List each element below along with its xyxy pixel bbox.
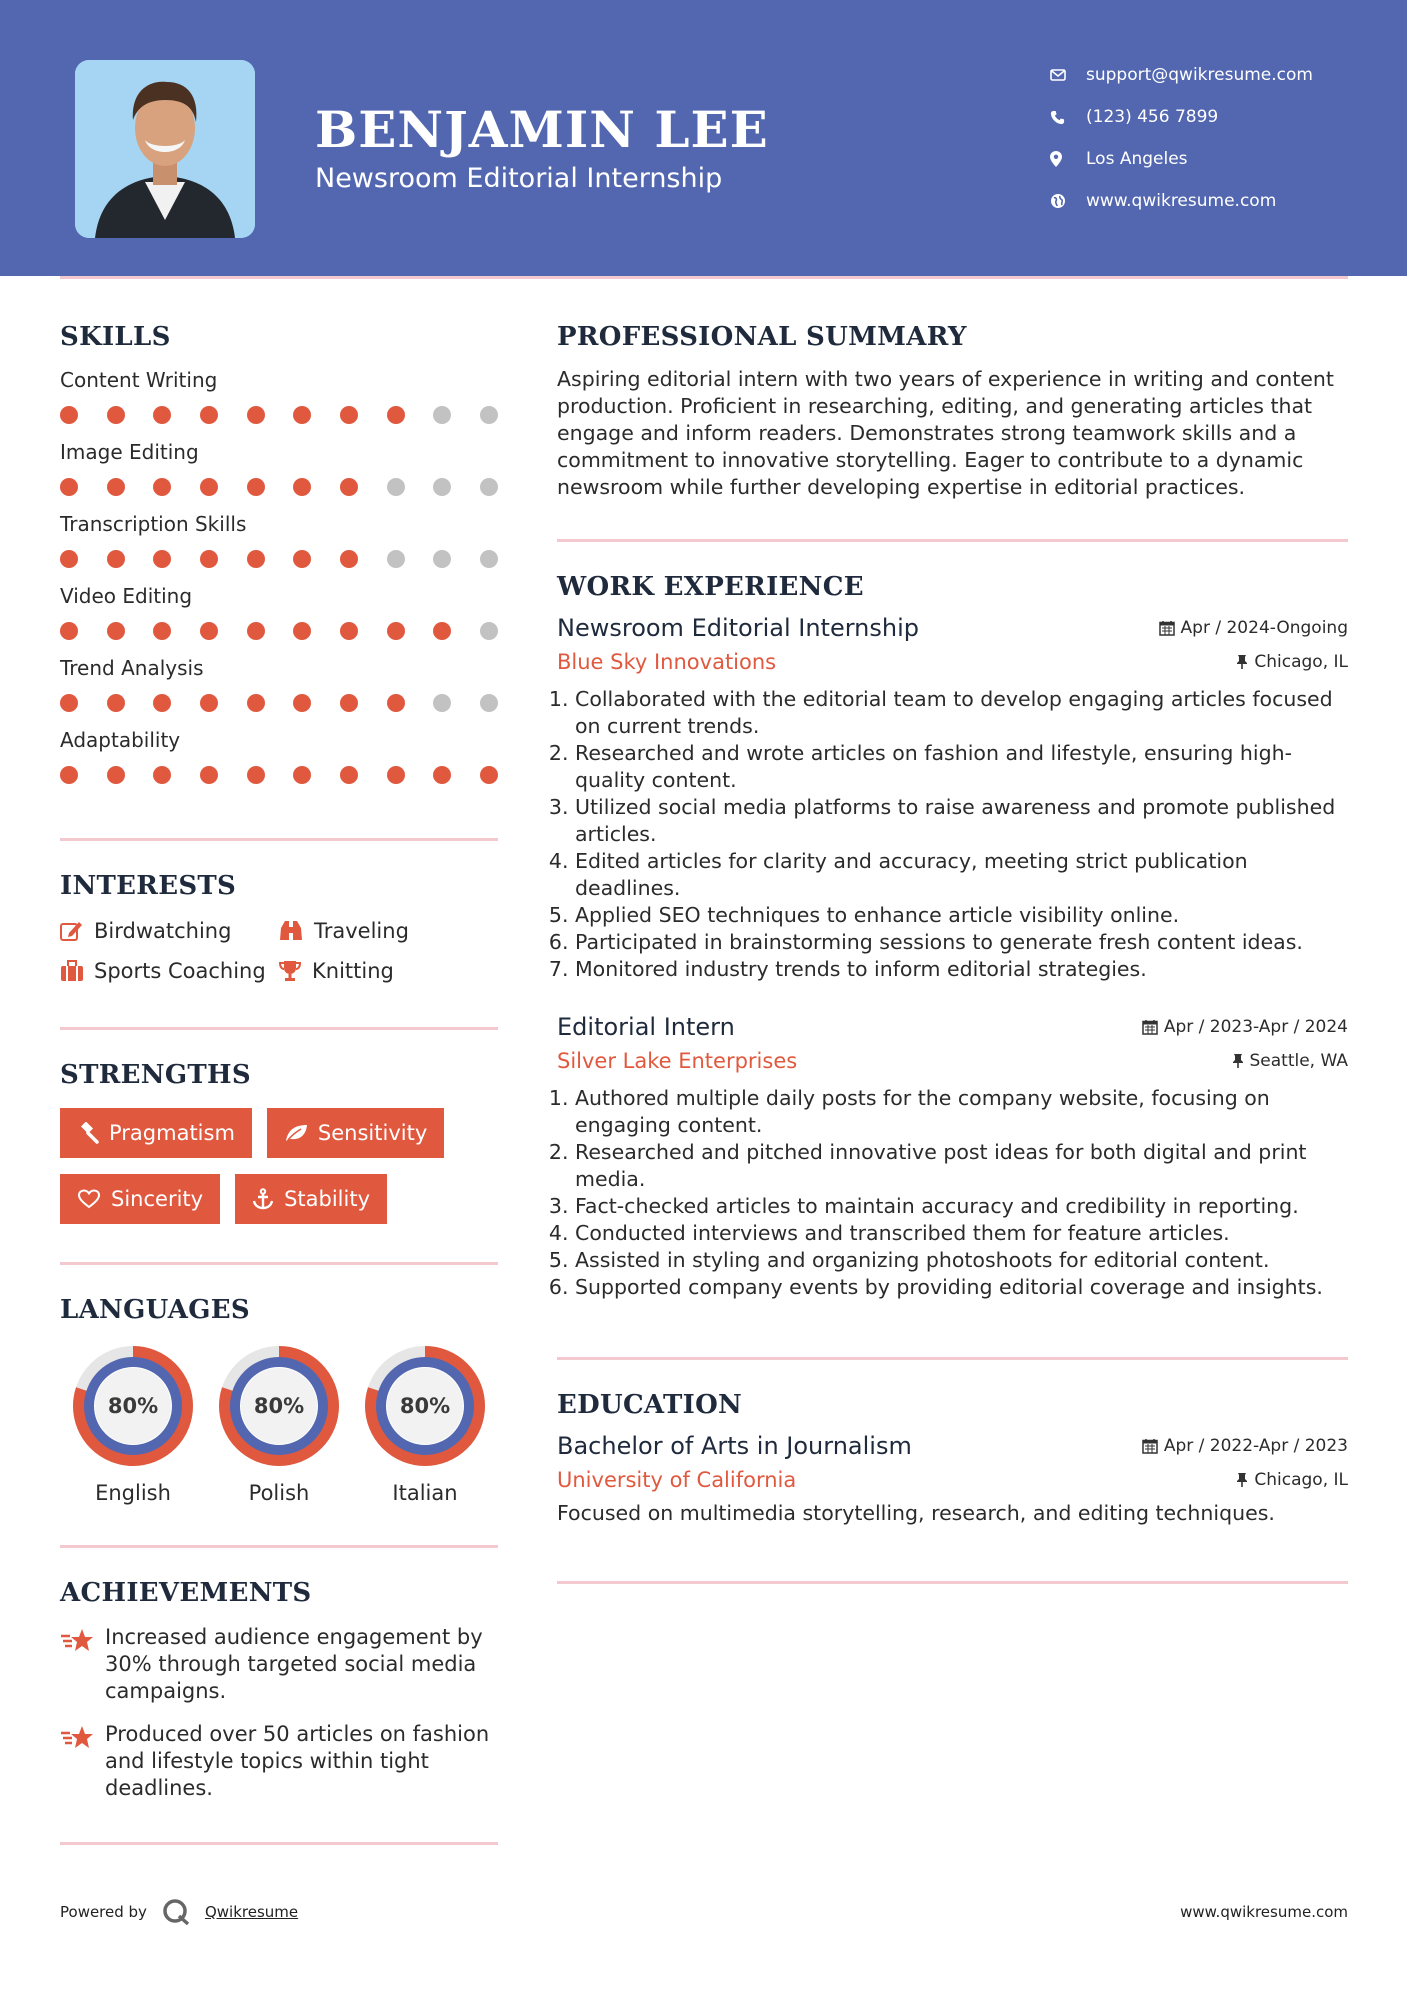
gavel-icon (77, 1122, 99, 1144)
qwikresume-logo-icon (161, 1898, 191, 1926)
achievement-text: Increased audience engagement by 30% through targeted social media campaigns. (105, 1625, 483, 1703)
interest-label: Traveling (314, 919, 409, 943)
skills-list (60, 368, 498, 784)
contact-location-text: Los Angeles (1086, 149, 1188, 169)
company-name: Silver Lake Enterprises (557, 1049, 798, 1073)
interest-item (60, 959, 278, 983)
rating-dot-filled (480, 766, 498, 784)
job-bullet: 1. Authored multiple daily posts for the company website, focusing on engaging content. (575, 1085, 1348, 1139)
interest-label: Knitting (312, 959, 394, 983)
job-bullets (557, 686, 1348, 983)
strengths-heading: STRENGTHS (60, 1060, 251, 1090)
strength-label: Sensitivity (317, 1121, 428, 1145)
rating-dot-filled (247, 550, 265, 568)
job-location-text: Chicago, IL (1254, 652, 1348, 672)
strengths-section (60, 1060, 498, 1224)
job-title: Newsroom Editorial Internship (557, 614, 920, 642)
rating-dot-filled (60, 478, 78, 496)
rating-dot-empty (433, 550, 451, 568)
rating-dot-filled (387, 766, 405, 784)
skill-name: Image Editing (60, 440, 199, 464)
summary-heading: PROFESSIONAL SUMMARY (557, 322, 967, 352)
map-pin-icon (1050, 151, 1086, 167)
contact-website-text: www.qwikresume.com (1086, 191, 1277, 211)
language-progress-ring (72, 1345, 194, 1467)
language-progress-ring (364, 1345, 486, 1467)
strength-tag (267, 1108, 444, 1158)
job-bullets (557, 1085, 1348, 1301)
rating-dot-filled (247, 766, 265, 784)
language-item (352, 1345, 498, 1505)
skill-name: Content Writing (60, 368, 218, 392)
languages-list (60, 1345, 498, 1505)
rating-dot-filled (340, 694, 358, 712)
rating-dot-filled (200, 406, 218, 424)
rating-dot-filled (247, 406, 265, 424)
skill-rating (60, 550, 498, 568)
rating-dot-filled (107, 406, 125, 424)
rating-dot-filled (340, 622, 358, 640)
rating-dot-filled (153, 406, 171, 424)
candidate-title: Newsroom Editorial Internship (315, 163, 723, 194)
contact-email-text: support@qwikresume.com (1086, 65, 1313, 85)
rating-dot-filled (107, 478, 125, 496)
education-dates (1142, 1436, 1348, 1456)
job-bullet: 3. Utilized social media platforms to raise awareness and promote published articles. (575, 794, 1348, 848)
education-dates-text: Apr / 2022-Apr / 2023 (1163, 1436, 1348, 1456)
pushpin-icon (1236, 654, 1248, 670)
pushpin-icon (1232, 1053, 1244, 1069)
interests-list (60, 919, 498, 983)
rating-dot-empty (387, 550, 405, 568)
rating-dot-filled (60, 694, 78, 712)
skill-rating (60, 478, 498, 496)
contact-list (1050, 54, 1313, 222)
job-title: Editorial Intern (557, 1013, 735, 1041)
rating-dot-filled (340, 766, 358, 784)
interests-section (60, 871, 498, 983)
education-section (557, 1390, 1348, 1527)
job-subheader (557, 650, 1348, 674)
language-percent: 80% (107, 1394, 159, 1418)
strength-tag (60, 1108, 252, 1158)
achievement-item (60, 1721, 498, 1802)
rating-dot-empty (433, 478, 451, 496)
rating-dot-filled (200, 478, 218, 496)
calendar-icon (1142, 1019, 1158, 1035)
rating-dot-filled (247, 622, 265, 640)
education-subheader (557, 1468, 1348, 1492)
rating-dot-filled (200, 694, 218, 712)
job-location (1236, 652, 1348, 672)
skills-heading: SKILLS (60, 322, 171, 352)
degree-title: Bachelor of Arts in Journalism (557, 1432, 912, 1460)
section-divider (60, 1262, 498, 1265)
education-heading: EDUCATION (557, 1390, 743, 1420)
contact-phone-text: (123) 456 7899 (1086, 107, 1219, 127)
resume-header (0, 0, 1407, 276)
leaf-icon (284, 1123, 308, 1143)
achievements-section (60, 1578, 498, 1802)
language-item (60, 1345, 206, 1505)
skill-name: Trend Analysis (60, 656, 204, 680)
skill-item (60, 368, 498, 424)
section-divider (557, 1581, 1348, 1584)
rating-dot-empty (433, 694, 451, 712)
strength-label: Sincerity (111, 1187, 204, 1211)
languages-section (60, 1295, 498, 1505)
school-name: University of California (557, 1468, 797, 1492)
anchor-icon (252, 1188, 274, 1210)
skill-rating (60, 694, 498, 712)
calendar-icon (1142, 1438, 1158, 1454)
rating-dot-filled (340, 550, 358, 568)
rating-dot-filled (153, 694, 171, 712)
job-dates (1159, 618, 1348, 638)
skill-rating (60, 406, 498, 424)
job-entry (557, 614, 1348, 983)
interests-heading: INTERESTS (60, 871, 237, 901)
rating-dot-filled (107, 622, 125, 640)
contact-website[interactable] (1050, 180, 1313, 222)
rating-dot-filled (200, 766, 218, 784)
powered-by-label: Powered by (60, 1903, 147, 1921)
job-location-text: Seattle, WA (1249, 1051, 1348, 1071)
rating-dot-filled (153, 766, 171, 784)
language-progress-ring (218, 1345, 340, 1467)
footer-url[interactable]: www.qwikresume.com (1180, 1903, 1348, 1921)
rating-dot-empty (480, 622, 498, 640)
rating-dot-filled (433, 622, 451, 640)
interest-label: Birdwatching (94, 919, 232, 943)
achievement-item (60, 1624, 498, 1705)
section-divider (60, 1027, 498, 1030)
powered-by (60, 1898, 298, 1926)
interest-label: Sports Coaching (94, 959, 266, 983)
education-location-text: Chicago, IL (1254, 1470, 1348, 1490)
job-bullet: 5. Assisted in styling and organizing photoshoots for editorial content. (575, 1247, 1348, 1274)
rating-dot-filled (433, 766, 451, 784)
rating-dot-filled (340, 478, 358, 496)
strength-label: Pragmatism (109, 1121, 235, 1145)
rating-dot-filled (107, 766, 125, 784)
rating-dot-filled (387, 406, 405, 424)
shooting-star-icon (60, 1624, 105, 1705)
skill-name: Transcription Skills (60, 512, 247, 536)
footer (60, 1898, 1348, 1926)
job-dates-text: Apr / 2024-Ongoing (1180, 618, 1348, 638)
rating-dot-filled (60, 550, 78, 568)
rating-dot-filled (293, 766, 311, 784)
rating-dot-filled (107, 550, 125, 568)
rating-dot-empty (433, 406, 451, 424)
rating-dot-filled (340, 406, 358, 424)
rating-dot-filled (247, 694, 265, 712)
rating-dot-filled (293, 550, 311, 568)
rating-dot-filled (200, 550, 218, 568)
skill-item (60, 728, 498, 784)
rating-dot-filled (60, 406, 78, 424)
job-bullet: 6. Supported company events by providing editorial coverage and insights. (575, 1274, 1348, 1301)
job-bullet: 6. Participated in brainstorming sessions to generate fresh content ideas. (575, 929, 1348, 956)
skill-rating (60, 766, 498, 784)
achievement-text: Produced over 50 articles on fashion and lifestyle topics within tight deadlines. (105, 1722, 490, 1800)
job-subheader (557, 1049, 1348, 1073)
skills-section (60, 322, 498, 784)
interest-item (60, 919, 278, 943)
left-column (60, 322, 498, 1845)
rating-dot-filled (200, 622, 218, 640)
summary-text: Aspiring editorial intern with two years of experience in writing and content production. Proficient in researching, editing, and generating articles that engage and inform readers. Demonstrates strong teamwork skills and a commitment to innovative storytelling. Eager to contribute to a dynamic newsroom while further developing expertise in editorial practices. (557, 367, 1334, 499)
job-bullet: 2. Researched and pitched innovative post ideas for both digital and print media. (575, 1139, 1348, 1193)
language-item (206, 1345, 352, 1505)
education-header (557, 1432, 1348, 1460)
skill-item (60, 512, 498, 568)
rating-dot-empty (480, 478, 498, 496)
rating-dot-filled (153, 622, 171, 640)
rating-dot-filled (60, 622, 78, 640)
rating-dot-filled (247, 478, 265, 496)
achievements-heading: ACHIEVEMENTS (60, 1578, 312, 1608)
rating-dot-empty (480, 550, 498, 568)
skill-name: Adaptability (60, 728, 181, 752)
languages-heading: LANGUAGES (60, 1295, 250, 1325)
language-name: Italian (392, 1481, 458, 1505)
strength-label: Stability (284, 1187, 371, 1211)
job-bullet: 4. Edited articles for clarity and accuracy, meeting strict publication deadlines. (575, 848, 1348, 902)
section-divider (557, 1357, 1348, 1360)
contact-phone[interactable] (1050, 96, 1313, 138)
section-divider (60, 1545, 498, 1548)
language-percent: 80% (399, 1394, 451, 1418)
phone-icon (1050, 110, 1086, 125)
header-divider (60, 276, 1348, 279)
job-bullet: 4. Conducted interviews and transcribed them for feature articles. (575, 1220, 1348, 1247)
job-bullet: 5. Applied SEO techniques to enhance article visibility online. (575, 902, 1348, 929)
education-description: Focused on multimedia storytelling, research, and editing techniques. (557, 1501, 1275, 1525)
binoculars-icon (278, 920, 304, 942)
job-bullet: 3. Fact-checked articles to maintain accuracy and credibility in reporting. (575, 1193, 1348, 1220)
skill-rating (60, 622, 498, 640)
experience-section (557, 572, 1348, 1301)
right-column (557, 322, 1348, 1584)
rating-dot-filled (293, 622, 311, 640)
skill-item (60, 584, 498, 640)
calendar-icon (1159, 620, 1175, 636)
rating-dot-filled (293, 478, 311, 496)
briefcase-icon (60, 960, 84, 982)
rating-dot-filled (153, 478, 171, 496)
job-bullet: 1. Collaborated with the editorial team to develop engaging articles focused on current trends. (575, 686, 1348, 740)
rating-dot-filled (387, 622, 405, 640)
rating-dot-filled (107, 694, 125, 712)
skill-item (60, 440, 498, 496)
heart-icon (77, 1189, 101, 1209)
interest-item (278, 919, 498, 943)
pushpin-icon (1236, 1472, 1248, 1488)
job-entry (557, 1013, 1348, 1301)
rating-dot-filled (153, 550, 171, 568)
profile-photo (75, 60, 255, 238)
candidate-name: BENJAMIN LEE (315, 100, 769, 159)
rating-dot-filled (60, 766, 78, 784)
contact-email[interactable] (1050, 54, 1313, 96)
job-dates (1142, 1017, 1348, 1037)
skill-name: Video Editing (60, 584, 193, 608)
contact-location (1050, 138, 1313, 180)
skill-item (60, 656, 498, 712)
strength-tag (235, 1174, 387, 1224)
job-header (557, 614, 1348, 642)
section-divider (60, 838, 498, 841)
rating-dot-empty (480, 694, 498, 712)
rating-dot-filled (387, 694, 405, 712)
envelope-icon (1050, 69, 1086, 81)
experience-heading: WORK EXPERIENCE (557, 572, 864, 602)
job-bullet: 7. Monitored industry trends to inform editorial strategies. (575, 956, 1348, 983)
shooting-star-icon (60, 1721, 105, 1802)
job-location (1232, 1051, 1349, 1071)
interest-item (278, 959, 498, 983)
strengths-list (60, 1108, 498, 1224)
section-divider (557, 539, 1348, 542)
education-location (1236, 1470, 1348, 1490)
job-bullet: 2. Researched and wrote articles on fashion and lifestyle, ensuring high-quality content. (575, 740, 1348, 794)
rating-dot-filled (293, 694, 311, 712)
trophy-icon (278, 960, 302, 982)
language-name: Polish (248, 1481, 310, 1505)
company-name: Blue Sky Innovations (557, 650, 777, 674)
summary-section (557, 322, 1348, 501)
section-divider (60, 1842, 498, 1845)
strength-tag (60, 1174, 220, 1224)
pencil-square-icon (60, 920, 84, 942)
globe-icon (1050, 193, 1086, 209)
rating-dot-filled (293, 406, 311, 424)
job-dates-text: Apr / 2023-Apr / 2024 (1163, 1017, 1348, 1037)
job-header (557, 1013, 1348, 1041)
language-percent: 80% (253, 1394, 305, 1418)
rating-dot-empty (480, 406, 498, 424)
language-name: English (95, 1481, 171, 1505)
rating-dot-empty (387, 478, 405, 496)
qwikresume-link[interactable]: Qwikresume (204, 1903, 299, 1921)
